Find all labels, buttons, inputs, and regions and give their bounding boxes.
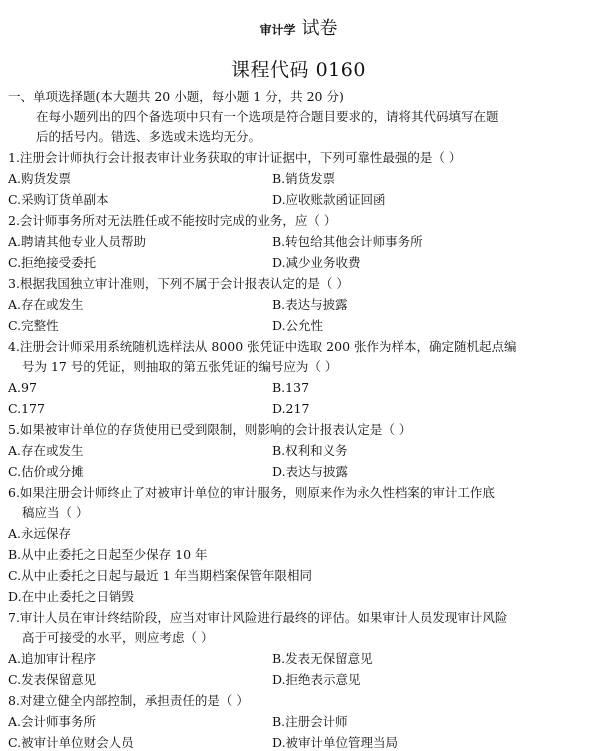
question-stem-cont: 高于可接受的水平，则应考虑（ ）	[22, 630, 214, 645]
option-c: C.估价或分摊	[8, 464, 84, 479]
question-stem-cont: 号为 17 号的凭证，则抽取的第五张凭证的编号应为（ ）	[22, 359, 338, 374]
option-a: A.永远保存	[8, 526, 72, 541]
option-c: C.177	[8, 401, 45, 416]
option-d: D.在中止委托之日销毁	[8, 589, 135, 604]
question-stem: 3.根据我国独立审计准则，下列不属于会计报表认定的是（ ）	[8, 276, 349, 291]
subject-name: 审计学	[259, 23, 296, 37]
question-stem-cont: 稿应当（ ）	[22, 505, 89, 520]
question-stem: 1.注册会计师执行会计报表审计业务获取的审计证据中，下列可靠性最强的是（ ）	[8, 150, 462, 165]
option-d: D.减少业务收费	[272, 255, 361, 270]
option-b: B.发表无保留意见	[272, 651, 373, 666]
option-b: B.转包给其他会计师事务所	[272, 234, 423, 249]
exam-word: 试卷	[301, 18, 338, 39]
option-d: D.拒绝表示意见	[272, 672, 361, 687]
question-stem: 6.如果注册会计师终止了对被审计单位的审计服务，则原来作为永久性档案的审计工作底	[8, 485, 495, 500]
question-stem: 2.会计师事务所对无法胜任或不能按时完成的业务，应（ ）	[8, 213, 337, 228]
option-d: D.被审计单位管理当局	[272, 735, 399, 750]
section-heading: 一、单项选择题(本大题共 20 小题，每小题 1 分，共 20 分)	[8, 89, 344, 104]
course-code: 课程代码 0160	[231, 59, 366, 81]
instruction-line: 后的括号内。错选、多选或未选均无分。	[36, 129, 262, 144]
exam-title	[0, 14, 597, 40]
option-d: D.应收账款函证回函	[272, 192, 386, 207]
question-stem: 5.如果被审计单位的存货使用已受到限制，则影响的会计报表认定是（ ）	[8, 422, 412, 437]
option-c: C.采购订货单副本	[8, 192, 109, 207]
option-c: C.被审计单位财会人员	[8, 735, 134, 750]
option-d: D.公允性	[272, 318, 324, 333]
option-d: D.表达与披露	[272, 464, 349, 479]
option-a: A.存在或发生	[8, 297, 84, 312]
option-c: C.发表保留意见	[8, 672, 97, 687]
option-c: C.从中止委托之日起与最近 1 年当期档案保管年限相同	[8, 568, 312, 583]
option-a: A.97	[8, 380, 37, 395]
question-stem: 8.对建立健全内部控制，承担责任的是（ ）	[8, 693, 249, 708]
instruction-line: 在每小题列出的四个备选项中只有一个选项是符合题目要求的，请将其代码填写在题	[36, 109, 499, 124]
option-a: A.会计师事务所	[8, 714, 97, 729]
option-a: A.购货发票	[8, 171, 72, 186]
option-b: B.权利和义务	[272, 443, 348, 458]
option-b: B.表达与披露	[272, 297, 348, 312]
option-a: A.聘请其他专业人员帮助	[8, 234, 147, 249]
option-b: B.注册会计师	[272, 714, 348, 729]
option-b: B.从中止委托之日起至少保存 10 年	[8, 547, 208, 562]
option-d: D.217	[272, 401, 310, 416]
question-stem: 7.审计人员在审计终结阶段，应当对审计风险进行最终的评估。如果审计人员发现审计风险	[8, 610, 508, 625]
option-c: C.拒绝接受委托	[8, 255, 97, 270]
option-a: A.追加审计程序	[8, 651, 97, 666]
option-b: B.销货发票	[272, 171, 336, 186]
option-b: B.137	[272, 380, 310, 395]
question-stem: 4.注册会计师采用系统随机选样法从 8000 张凭证中选取 200 张作为样本，确定随机起点编	[8, 339, 517, 354]
option-c: C.完整性	[8, 318, 59, 333]
option-a: A.存在或发生	[8, 443, 84, 458]
